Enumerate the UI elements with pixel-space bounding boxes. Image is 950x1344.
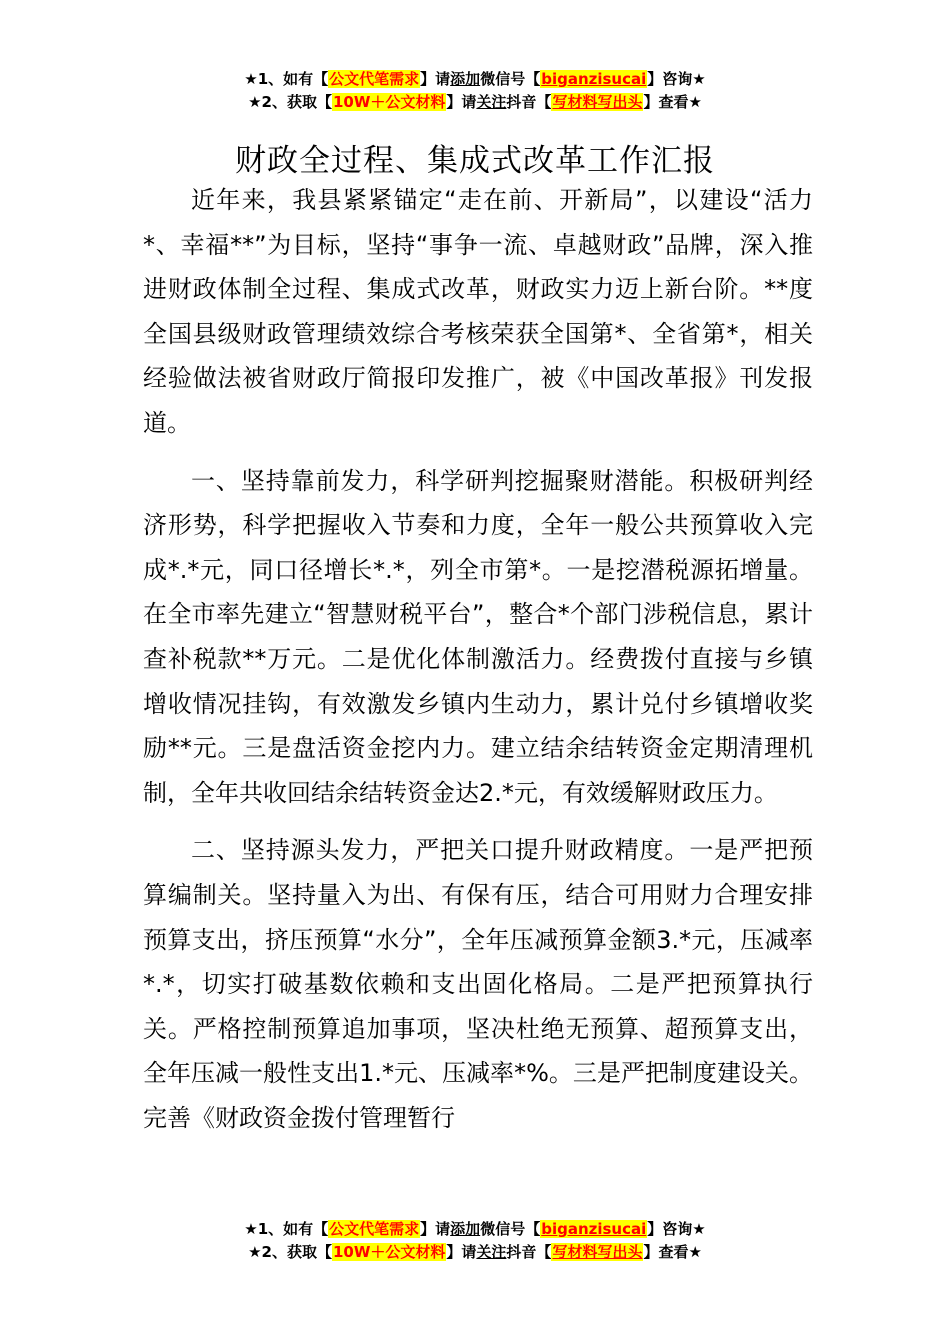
paragraph-intro: 近年来，我县紧紧锚定“走在前、开新局”，以建设“活力*、幸福**”为目标，坚持“事争一流、卓越财政”品牌，深入推进财政体制全过程、集成式改革，财政实力迈上新台阶。**度全国县级财政管理绩效综合考核荣获全国第*、全省第*，相关经验做法被省财政厅简报印发推广，被《中国改革报》刊发报道。	[143, 186, 813, 437]
banner-text: 】请	[446, 93, 477, 111]
banner-line-1	[0, 68, 950, 91]
banner-text: 】查看	[643, 1243, 689, 1261]
document-title: 财政全过程、集成式改革工作汇报	[235, 142, 715, 179]
banner-text: 】请	[420, 1220, 451, 1238]
banner-emphasis: 关注	[476, 1243, 507, 1261]
paragraph-section-2: 二、坚持源头发力，严把关口提升财政精度。一是严把预算编制关。坚持量入为出、有保有压，结合可用财力合理安排预算支出，挤压预算“水分”，全年压减预算金额3.*元，压减率*.*，切实打破基数依赖和支出固化格局。二是严把预算执行关。严格控制预算追加事项，坚决杜绝无预算、超预算支出，全年压减一般性支出1.*元、压减率*%。三是严把制度建设关。完善《财政资金拨付管理暂行	[143, 836, 813, 1132]
banner-text: 1、如有【	[257, 1220, 329, 1238]
banner-text: 2、获取【	[261, 1243, 332, 1261]
document-body	[143, 178, 813, 1153]
banner-text: 微信号【	[480, 1220, 541, 1238]
banner-text: 】查看	[643, 93, 689, 111]
banner-line-2	[0, 1241, 950, 1264]
highlight-service: 公文代笔需求	[329, 1220, 420, 1238]
banner-emphasis: 关注	[476, 93, 507, 111]
promo-banner-top	[0, 68, 950, 114]
banner-text: 】请	[420, 70, 451, 88]
star-icon: ★	[248, 93, 262, 111]
banner-text: 抖音【	[506, 93, 552, 111]
highlight-materials: 10W＋公文材料	[332, 93, 446, 111]
wechat-id-link[interactable]: biganzisucai	[541, 70, 647, 88]
banner-emphasis: 添加	[450, 1220, 481, 1238]
douyin-account-link[interactable]: 写材料写出头	[552, 93, 643, 111]
banner-line-1	[0, 1218, 950, 1241]
star-icon: ★	[248, 1243, 262, 1261]
star-icon: ★	[692, 70, 706, 88]
star-icon: ★	[688, 93, 702, 111]
banner-text: 】咨询	[647, 70, 693, 88]
banner-text: 微信号【	[480, 70, 541, 88]
banner-text: 2、获取【	[261, 93, 332, 111]
banner-emphasis: 添加	[450, 70, 481, 88]
paragraph-section-1: 一、坚持靠前发力，科学研判挖掘聚财潜能。积极研判经济形势，科学把握收入节奏和力度，全年一般公共预算收入完成*.*元，同口径增长*.*，列全市第*。一是挖潜税源拓增量。在全市率先建立“智慧财税平台”，整合*个部门涉税信息，累计查补税款**万元。二是优化体制激活力。经费拨付直接与乡镇增收情况挂钩，有效激发乡镇内生动力，累计兑付乡镇增收奖励**元。三是盘活资金挖内力。建立结余结转资金定期清理机制，全年共收回结余结转资金达2.*元，有效缓解财政压力。	[143, 466, 813, 807]
star-icon: ★	[692, 1220, 706, 1238]
banner-text: 抖音【	[506, 1243, 552, 1261]
banner-text: 】咨询	[647, 1220, 693, 1238]
star-icon: ★	[244, 1220, 258, 1238]
highlight-materials: 10W＋公文材料	[332, 1243, 446, 1261]
banner-line-2	[0, 91, 950, 114]
star-icon: ★	[244, 70, 258, 88]
douyin-account-link[interactable]: 写材料写出头	[552, 1243, 643, 1261]
star-icon: ★	[688, 1243, 702, 1261]
banner-text: 1、如有【	[257, 70, 329, 88]
promo-banner-bottom	[0, 1218, 950, 1264]
banner-text: 】请	[446, 1243, 477, 1261]
highlight-service: 公文代笔需求	[329, 70, 420, 88]
wechat-id-link[interactable]: biganzisucai	[541, 1220, 647, 1238]
